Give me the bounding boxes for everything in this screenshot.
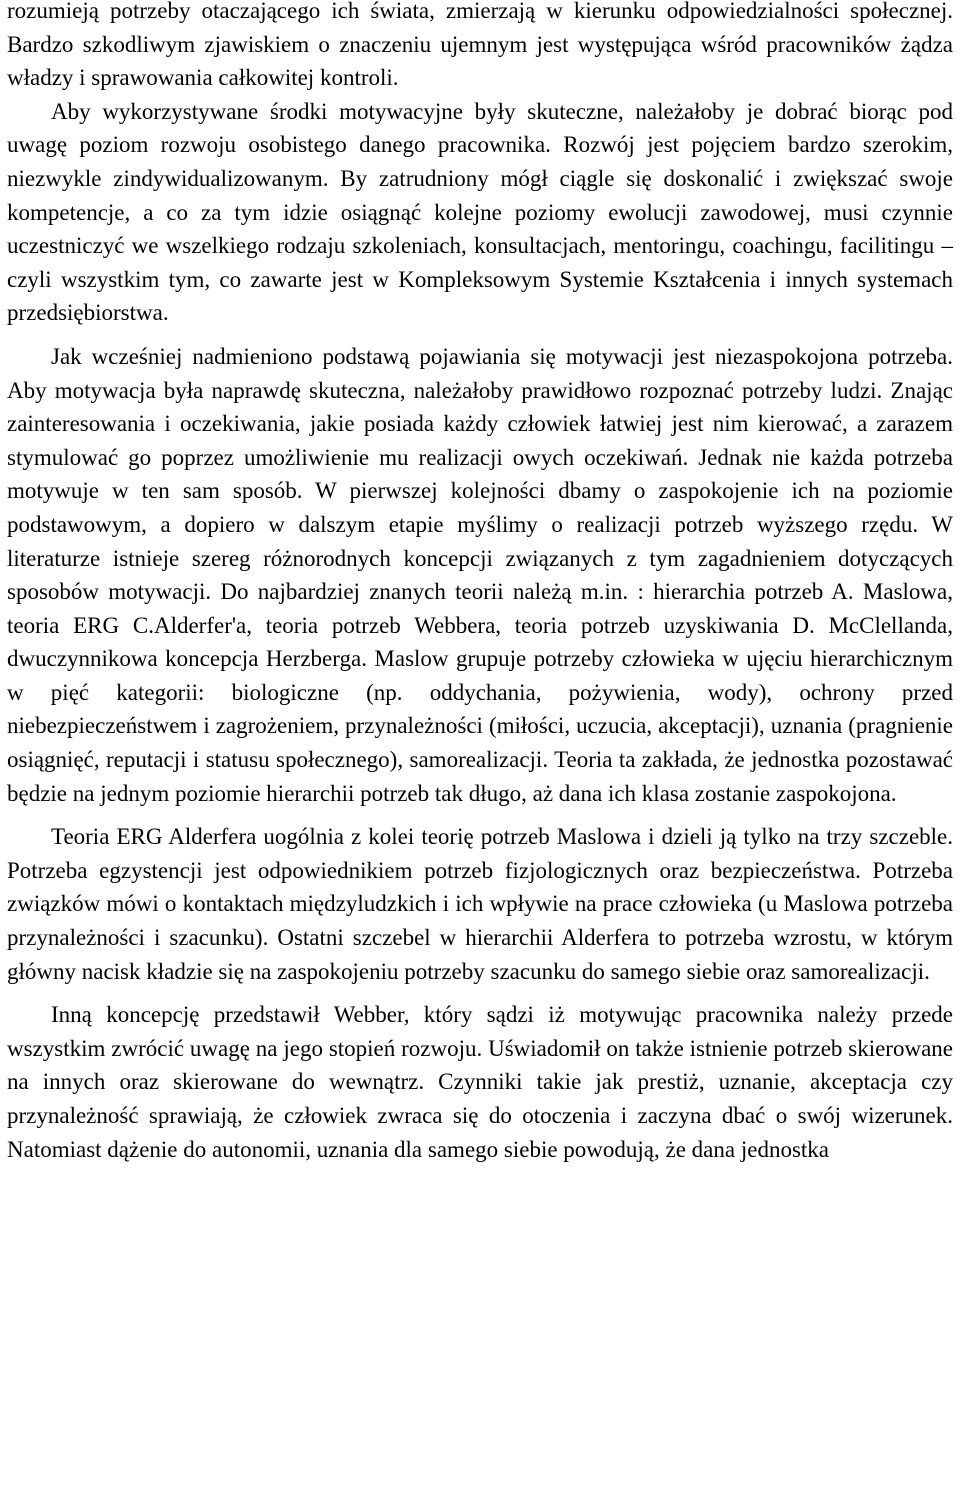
paragraph-4: Teoria ERG Alderfera uogólnia z kolei teorię potrzeb Maslowa i dzieli ją tylko na trzy szczeble. Potrzeba egzystencji jest odpowiednikiem potrzeb fizjologicznych oraz bezpieczeństwa. Potrzeba związków mówi o kontaktach międzyludzkich i ich wpływie na prace człowieka (u Maslowa potrzeba przynależności i szacunku). Ostatni szczebel w hierarchii Alderfera to potrzeba wzrostu, w którym główny nacisk kładzie się na zaspokojeniu potrzeby szacunku do samego siebie oraz samorealizacji. xyxy=(7,824,953,984)
paragraph-2: Aby wykorzystywane środki motywacyjne były skuteczne, należałoby je dobrać biorąc pod uwagę poziom rozwoju osobistego danego pracownika. Rozwój jest pojęciem bardzo szerokim, niezwykle zindywidualizowanym. By zatrudniony mógł ciągle się doskonalić i zwiększać swoje kompetencje, a co za tym idzie osiągnąć kolejne poziomy ewolucji zawodowej, musi czynnie uczestniczyć we wszelkiego rodzaju szkoleniach, konsultacjach, mentoringu, coachingu, facilitingu – czyli wszystkim tym, co zawarte jest w Kompleksowym Systemie Kształcenia i innych systemach przedsiębiorstwa. xyxy=(7,98,953,326)
paragraph-1: rozumieją potrzeby otaczającego ich świata, zmierzają w kierunku odpowiedzialności społecznej. Bardzo szkodliwym zjawiskiem o znaczeniu ujemnym jest występująca wśród pracowników żądza władzy i sprawowania całkowitej kontroli. xyxy=(7,0,953,91)
paragraph-spacer xyxy=(7,810,953,820)
document-page xyxy=(7,0,953,1166)
paragraph-3: Jak wcześniej nadmieniono podstawą pojawiania się motywacji jest niezaspokojona potrzeba. Aby motywacja była naprawdę skuteczna, należałoby prawidłowo rozpoznać potrzeby ludzi. Znając zainteresowania i oczekiwania, jakie posiada każdy człowiek łatwiej jest nim kierować, a zarazem stymulować go poprzez umożliwienie mu realizacji owych oczekiwań. Jednak nie każda potrzeba motywuje w ten sam sposób. W pierwszej kolejności dbamy o zaspokojenie ich na poziomie podstawowym, a dopiero w dalszym etapie myślimy o realizacji potrzeb wyższego rzędu. W literaturze istnieje szereg różnorodnych koncepcji związanych z tym zagadnieniem dotyczących sposobów motywacji. Do najbardziej znanych teorii należą m.in. : hierarchia potrzeb A. Maslowa, teoria ERG C.Alderfer'a, teoria potrzeb Webbera, teoria potrzeb uzyskiwania D. McClellanda, dwuczynnikowa koncepcja Herzberga. Maslow grupuje potrzeby człowieka w ujęciu hierarchicznym w pięć kategorii: biologiczne (np. oddychania, pożywienia, wody), ochrony przed niebezpieczeństwem i zagrożeniem, przynależności (miłości, uczucia, akceptacji), uznania (pragnienie osiągnięć, reputacji i statusu społecznego), samorealizacji. Teoria ta zakłada, że jednostka pozostawać będzie na jednym poziomie hierarchii potrzeb tak długo, aż dana ich klasa zostanie zaspokojona. xyxy=(7,343,953,806)
paragraph-5: Inną koncepcję przedstawił Webber, który sądzi iż motywując pracownika należy przede wszystkim zwrócić uwagę na jego stopień rozwoju. Uświadomił on także istnienie potrzeb skierowane na innych oraz skierowane do wewnątrz. Czynniki takie jak prestiż, uznanie, akceptacja czy przynależność sprawiają, że człowiek zwraca się do otoczenia i zaczyna dbać o swój wizerunek. Natomiast dążenie do autonomii, uznania dla samego siebie powodują, że dana jednostka xyxy=(7,1002,953,1162)
paragraph-spacer xyxy=(7,330,953,340)
paragraph-spacer xyxy=(7,988,953,998)
